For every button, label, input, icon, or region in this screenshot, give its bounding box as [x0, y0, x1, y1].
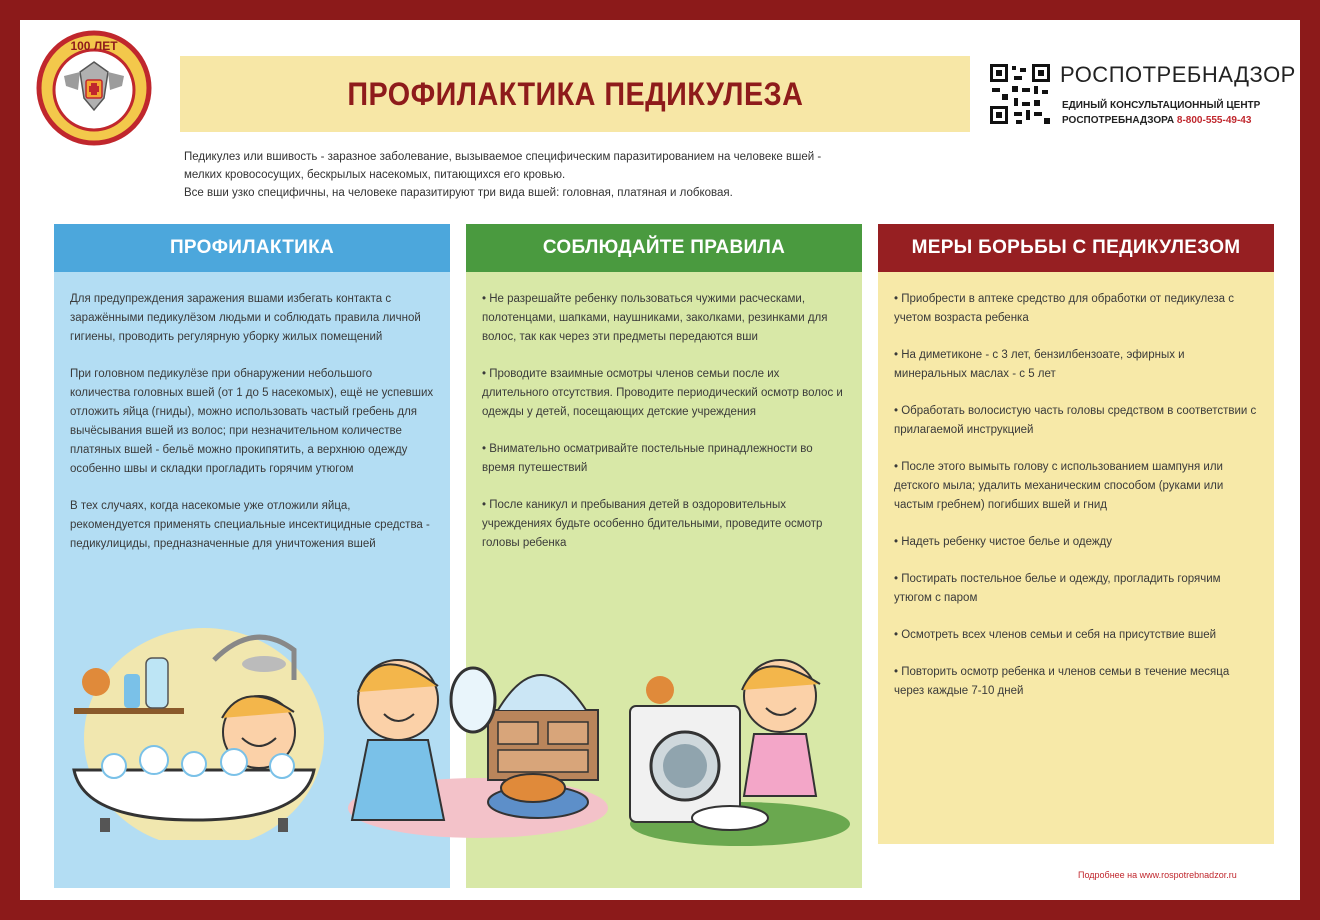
list-item: • Приобрести в аптеке средство для обработки от педикулеза с учетом возраста ребенка: [894, 293, 1235, 324]
list-item: • После каникул и пребывания детей в оздоровительных учреждениях будьте особенно бдительными, проведите осмотр головы ребенка: [482, 499, 823, 549]
intro-line-2: мелких кровососущих, бескрылых насекомых, питающихся его кровью.: [184, 169, 566, 181]
emblem-100-years-logo: [34, 28, 154, 146]
intro-text: [184, 148, 974, 202]
list-item: • На диметиконе - с 3 лет, бензилбензоате, эфирных и минеральных маслах - с 5 лет: [894, 349, 1185, 380]
footer-website-link[interactable]: Подробнее на www.rospotrebnadzor.ru: [1078, 870, 1237, 880]
list-item: • Повторить осмотр ребенка и членов семьи в течение месяца через каждые 7-10 дней: [894, 666, 1230, 697]
paragraph: При головном педикулёзе при обнаружении небольшого количества головных вшей (от 1 до 5 насекомых), ещё не успевших отложить яйца (гниды), можно использовать частый гребень для вычёсывания вшей из волос; при незначительном количестве платяных вшей - бельё можно прокипятить, а верхнюю одежду особенно швы и складки прогладить горячим утюгом: [70, 368, 434, 475]
title-banner: [180, 56, 970, 132]
qr-code-icon[interactable]: [988, 62, 1052, 126]
paragraph: Для предупреждения заражения вшами избегать контакта с заражёнными педикулёзом людьми и соблюдать правила личной гигиены, проводить регулярную уборку жилых помещений: [70, 293, 421, 343]
column-body: [54, 272, 450, 554]
org-hotline-block: [1062, 98, 1260, 128]
list-item: • Не разрешайте ребенку пользоваться чужими расческами, полотенцами, шапками, наушниками, заколками, резинками для волос, так как через эти предметы передаются вши: [482, 293, 828, 343]
list-item: • Осмотреть всех членов семьи и себя на присутствие вшей: [894, 629, 1217, 641]
column-body: [466, 272, 862, 553]
list-item: • Надеть ребенку чистое белье и одежду: [894, 536, 1113, 548]
poster: [20, 20, 1300, 900]
paragraph: В тех случаях, когда насекомые уже отложили яйца, рекомендуется применять специальные инсектицидные средства - педикулициды, предназначенные для уничтожения вшей: [70, 500, 430, 550]
list-item: • Проводите взаимные осмотры членов семьи после их длительного отсутствия. Проводите периодический осмотр волос и одежды у детей, посещающих детские учреждения: [482, 368, 843, 418]
column-control-measures: [878, 224, 1274, 844]
hotline-phone[interactable]: 8-800-555-49-43: [1176, 115, 1252, 126]
org-sub-line2: РОСПОТРЕБНАДЗОРА: [1062, 115, 1175, 126]
column-heading: МЕРЫ БОРЬБЫ С ПЕДИКУЛЕЗОМ: [878, 224, 1274, 272]
org-sub-line1: ЕДИНЫЙ КОНСУЛЬТАЦИОННЫЙ ЦЕНТР: [1062, 100, 1261, 111]
page-title: ПРОФИЛАКТИКА ПЕДИКУЛЕЗА: [346, 75, 804, 112]
mirror-girl-illustration: [318, 630, 618, 840]
emblem-text: 100 ЛЕТ: [70, 39, 118, 53]
list-item: • Постирать постельное белье и одежду, прогладить горячим утюгом с паром: [894, 573, 1221, 604]
column-heading: СОБЛЮДАЙТЕ ПРАВИЛА: [466, 224, 862, 272]
list-item: • Внимательно осматривайте постельные принадлежности во время путешествий: [482, 443, 813, 474]
org-sub-line2-wrap: [1062, 113, 1260, 128]
column-heading: ПРОФИЛАКТИКА: [54, 224, 450, 272]
column-body: [878, 272, 1274, 701]
list-item: • После этого вымыть голову с использованием шампуня или детского мыла; удалить механическим способом (руками или частым гребнем) погибших вшей и гнид: [894, 461, 1224, 511]
org-name: РОСПОТРЕБНАДЗОР: [1060, 62, 1296, 87]
laundry-girl-illustration: [620, 636, 860, 846]
intro-line-3: Все вши узко специфичны, на человеке паразитируют три вида вшей: головная, платяная и лобковая.: [184, 187, 733, 199]
list-item: • Обработать волосистую часть головы средством в соответствии с прилагаемой инструкцией: [894, 405, 1257, 436]
intro-line-1: Педикулез или вшивость - заразное заболевание, вызываемое специфическим паразитированием на человеке вшей -: [184, 151, 822, 163]
